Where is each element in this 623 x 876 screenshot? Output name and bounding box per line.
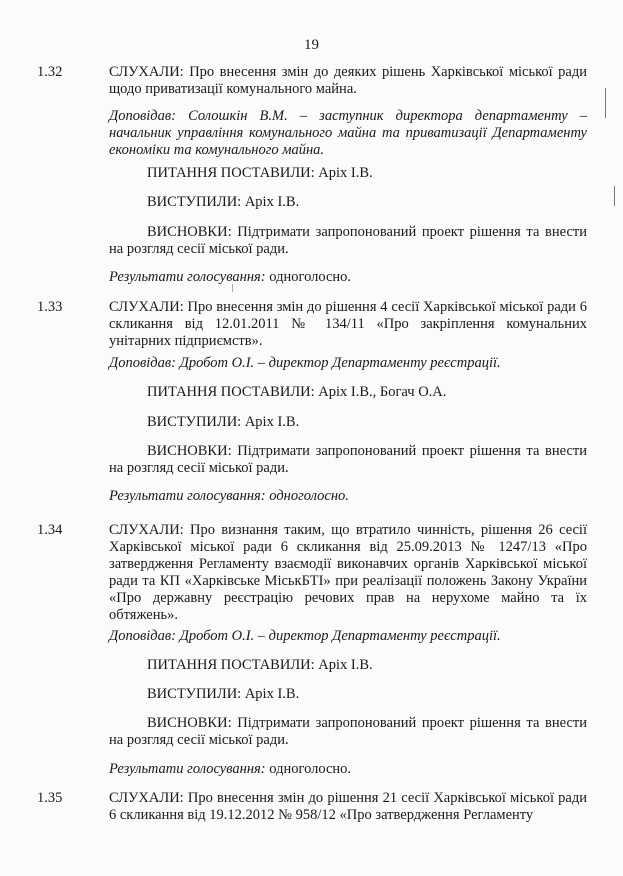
- item-number: 1.32: [37, 64, 63, 80]
- voting-result-label: Результати голосування:: [109, 269, 266, 285]
- speaker-text: Доповідав: Дробот О.І. – директор Департаменту реєстрації.: [109, 355, 501, 371]
- heard-text: СЛУХАЛИ: Про визнання таким, що втратило чинність, рішення 26 сесії Харківської міської ради 6 скликання від 25.09.2013 № 1247/13 «Про затвердження Регламенту взаємодії виконавчих органів Харківської міської ради та КП «Харківське МіськБТІ» при реалізації положень Закону України «Про державну реєстрацію речових прав на нерухоме майно та їх обтяжень».: [109, 522, 587, 623]
- scan-artifact: [605, 88, 606, 118]
- spoke-text: ВИСТУПИЛИ: Аріх І.В.: [147, 686, 300, 702]
- item-number: 1.33: [37, 299, 63, 315]
- voting-result: [109, 488, 349, 505]
- spoke-text: ВИСТУПИЛИ: Аріх І.В.: [147, 194, 300, 210]
- speaker-text: Доповідав: Солошкін В.М. – заступник директора департаменту – начальник управління комунального майна та приватизації Департаменту економіки та комунального майна.: [109, 108, 587, 158]
- voting-result-label: Результати голосування:: [109, 488, 266, 504]
- conclusions-text: ВИСНОВКИ: Підтримати запропонований проект рішення та внести на розгляд сесії міської ради.: [109, 443, 587, 476]
- questions-text: ПИТАННЯ ПОСТАВИЛИ: Аріх І.В., Богач О.А.: [147, 384, 447, 400]
- voting-result-value: одноголосно.: [265, 269, 352, 285]
- conclusions-text: ВИСНОВКИ: Підтримати запропонований проект рішення та внести на розгляд сесії міської ради.: [109, 224, 587, 257]
- voting-result-value: одноголосно.: [265, 761, 352, 777]
- item-number: 1.34: [37, 522, 63, 538]
- questions-text: ПИТАННЯ ПОСТАВИЛИ: Аріх І.В.: [147, 165, 373, 181]
- speaker-text: Доповідав: Дробот О.І. – директор Департаменту реєстрації.: [109, 628, 501, 644]
- voting-result-label: Результати голосування:: [109, 761, 266, 777]
- questions-text: ПИТАННЯ ПОСТАВИЛИ: Аріх І.В.: [147, 657, 373, 673]
- voting-result-value: одноголосно.: [265, 488, 349, 504]
- spoke-text: ВИСТУПИЛИ: Аріх І.В.: [147, 414, 300, 430]
- heard-text: СЛУХАЛИ: Про внесення змін до рішення 4 сесії Харківської міської ради 6 скликання від 12.01.2011 № 134/11 «Про закріплення комунальних унітарних підприємств».: [109, 299, 587, 349]
- voting-result: [109, 761, 351, 778]
- heard-text: СЛУХАЛИ: Про внесення змін до рішення 21 сесії Харківської міської ради 6 скликання від 19.12.2012 № 958/12 «Про затвердження Регламенту: [109, 790, 587, 823]
- conclusions-text: ВИСНОВКИ: Підтримати запропонований проект рішення та внести на розгляд сесії міської ради.: [109, 715, 587, 748]
- item-number: 1.35: [37, 790, 63, 806]
- voting-result: [109, 269, 351, 286]
- scan-artifact: [614, 186, 615, 206]
- heard-text: СЛУХАЛИ: Про внесення змін до деяких рішень Харківської міської ради щодо приватизації комунального майна.: [109, 64, 587, 97]
- page-number: 19: [304, 37, 319, 53]
